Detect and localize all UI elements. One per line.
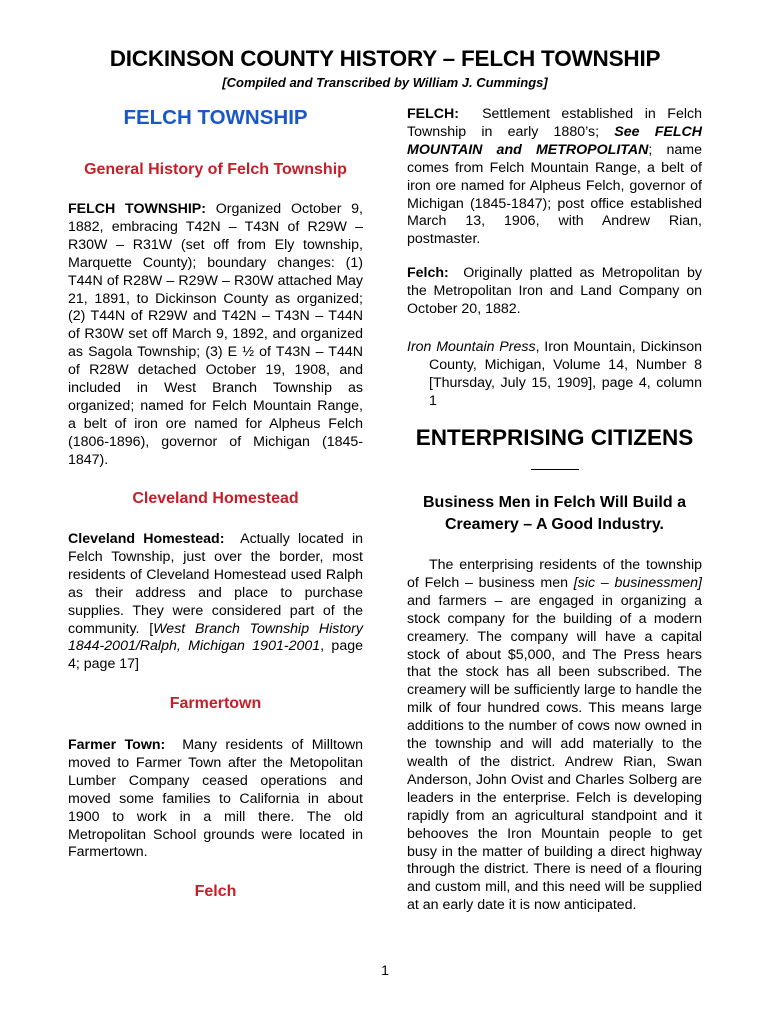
article-body-rest: and farmers – are engaged in organizing a stock company for the building of a modern creamery. The company will have a capital stock of about $5,000, and The Press hears that the stock has all been subscribed. The creamery will be sufficiently large to handle the milk of four hundred cows. This means large additions to the number of cows now owned in the township and will add materially to the wealth of the district. Andrew Rian, Swan Anderson, John Ovist and Charles Solberg are leaders in the enterprise. Felch is developing rapidly from an agricultural standpoint and it behooves the Iron Mountain people to get busy in the matter of building a direct highway through the district. There is need of a flouring and custom mill, and this need will be supplied at an early date it is now anticipated. bbox=[407, 592, 702, 914]
heading-felch: Felch bbox=[194, 883, 237, 900]
article-body-start: The enterprising residents of the township of Felch – business men bbox=[407, 557, 702, 591]
page-title: DICKINSON COUNTY HISTORY – FELCH TOWNSHIP bbox=[109, 46, 661, 71]
citation-source: Iron Mountain Press bbox=[407, 339, 536, 355]
heading-cleveland-homestead: Cleveland Homestead bbox=[132, 490, 299, 507]
felch-entry-see-also: See FELCH MOUNTAIN and METROPOLITAN bbox=[407, 123, 702, 158]
cleveland-citation-tail: , page 4; page 17] bbox=[68, 638, 363, 673]
article-sic-note: [sic – businessmen] bbox=[573, 574, 702, 591]
cleveland-text: Actually located in Felch Township, just over the border, most residents of Cleveland Homestead used Ralph as their address and place to purchase supplies. They were considered part of the community. [ bbox=[68, 531, 364, 637]
farmertown-text: Many residents of Milltown moved to Farmer Town after the Metopolitan Lumber Company ceased operations and moved some families to California in about 1900 to work in a mill there. The old Metropolitan School grounds were located in Farmertown. bbox=[68, 737, 363, 861]
cleveland-lead: Cleveland Homestead: bbox=[68, 531, 225, 547]
article-heading: ENTERPRISING CITIZENS bbox=[415, 425, 694, 450]
cleveland-citation: West Branch Township History 1844-2001/Ralph, Michigan 1901-2001 bbox=[68, 620, 363, 655]
heading-general-history: General History of Felch Township bbox=[84, 161, 347, 178]
felch-platted-text: Originally platted as Metropolitan by the Metropolitan Iron and Land Company on October 20, 1882. bbox=[407, 265, 702, 317]
felch-entry-lead: FELCH: bbox=[407, 106, 460, 122]
felch-entry-text: Settlement established in Felch Township in early 1880’s; bbox=[407, 106, 702, 140]
felch-platted-lead: Felch: bbox=[407, 265, 449, 281]
farmertown-paragraph bbox=[68, 737, 363, 862]
felch-entry-text-continued: ; name comes from Felch Mountain Range, a belt of iron ore named for Alpheus Felch, governor of Michigan (1845-1847); post office established March 13, 1906, with Andrew Rian, postmaster. bbox=[407, 141, 703, 248]
cleveland-paragraph bbox=[68, 531, 363, 674]
farmertown-lead: Farmer Town: bbox=[68, 737, 166, 753]
section-title-felch-township: FELCH TOWNSHIP bbox=[123, 106, 308, 129]
felch-platted-paragraph bbox=[407, 265, 702, 319]
page-subtitle: [Compiled and Transcribed by William J. Cummings] bbox=[222, 75, 548, 90]
citation-details: , Iron Mountain, Dickinson County, Michigan, Volume 14, Number 8 [Thursday, July 15, 1909], page 4, column 1 bbox=[429, 339, 702, 409]
page-number: 1 bbox=[381, 962, 389, 978]
article-body bbox=[407, 557, 702, 915]
general-history-paragraph bbox=[68, 201, 363, 470]
article-subtitle: Business Men in Felch Will Build a Creamery – A Good Industry. bbox=[422, 494, 686, 533]
general-history-text: Organized October 9, 1882, embracing T42N – T43N of R29W – R30W – R31W (set off from Ely township, Marquette County); boundary changes: (1) T44N of R28W – R29W – R30W attached May 21, 1891, to Dickinson County as organized; (2) T44N of R29W and T42N – T43N – T44N of R30W set off March 9, 1892, and organized as Sagola Township; (3) E ½ of T43N – T44N of R28W detached October 19, 1908, and included in West Branch Township as organized; named for Felch Mountain Range, a belt of iron ore named for Alpheus Felch (1806-1896), governor of Michigan (1845-1847). bbox=[68, 201, 363, 468]
felch-entry-paragraph bbox=[407, 106, 702, 249]
general-history-lead: FELCH TOWNSHIP: bbox=[68, 201, 206, 217]
newspaper-citation bbox=[407, 339, 702, 411]
heading-farmertown: Farmertown bbox=[169, 695, 262, 712]
heading-rule bbox=[531, 469, 579, 470]
